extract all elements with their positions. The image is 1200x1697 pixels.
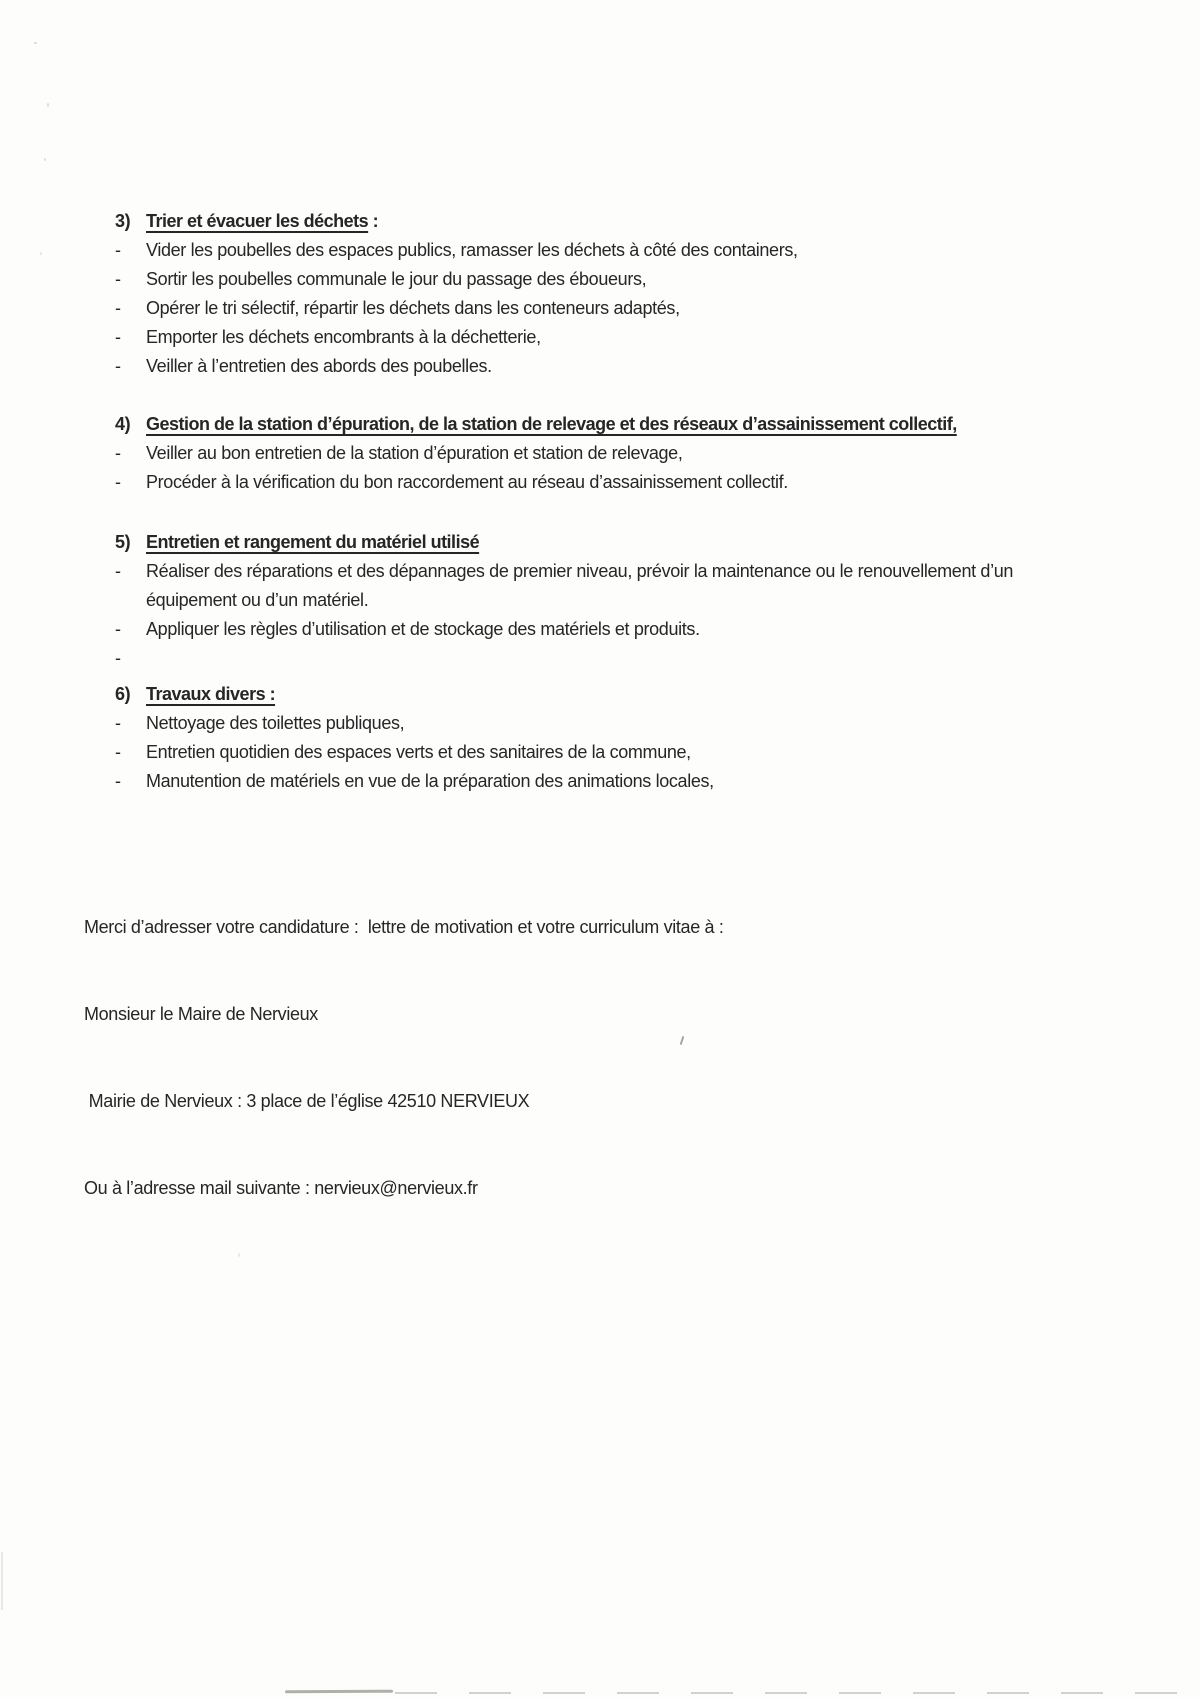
bullet-dash: -	[115, 648, 121, 668]
list-item	[115, 738, 1145, 767]
list-item-text: Nettoyage des toilettes publiques,	[146, 713, 405, 733]
scan-artifact	[238, 1253, 240, 1257]
section-travaux-divers	[115, 680, 1145, 796]
list-item	[115, 323, 1145, 352]
list-item	[115, 352, 1145, 381]
scan-artifact	[47, 103, 49, 107]
bullet-dash: -	[115, 561, 121, 581]
scan-artifact	[1, 1552, 3, 1610]
bullet-dash: -	[115, 443, 121, 463]
list-item-text: Emporter les déchets encombrants à la déchetterie,	[146, 327, 541, 347]
bullet-dash: -	[115, 356, 121, 376]
section-entretien-materiel	[115, 528, 1145, 673]
list-item	[115, 767, 1145, 796]
scan-artifact	[40, 252, 42, 255]
list-item	[115, 439, 1145, 468]
list-item	[115, 265, 1145, 294]
bullet-dash: -	[115, 771, 121, 791]
list-item-text: Entretien quotidien des espaces verts et des sanitaires de la commune,	[146, 742, 691, 762]
list-item-empty	[115, 644, 1145, 673]
section-number: 4)	[115, 414, 131, 434]
job-duties-list	[115, 207, 1145, 796]
bullet-dash: -	[115, 713, 121, 733]
bullet-dash: -	[115, 472, 121, 492]
scan-artifact	[285, 1690, 393, 1694]
section-title: Gestion de la station d’épuration, de la station de relevage et des réseaux d’assainissement collectif,	[146, 414, 957, 434]
section-station-epuration	[115, 410, 1145, 497]
closing-line-recipient: Monsieur le Maire de Nervieux	[84, 1004, 318, 1024]
bullet-dash: -	[115, 742, 121, 762]
list-item-text: Appliquer les règles d’utilisation et de stockage des matériels et produits.	[146, 619, 700, 639]
list-item-text: Procéder à la vérification du bon raccordement au réseau d’assainissement collectif.	[146, 472, 788, 492]
section-title: Trier et évacuer les déchets :	[146, 211, 379, 231]
section-title: Entretien et rangement du matériel utilisé	[146, 532, 480, 552]
section-number: 3)	[115, 211, 131, 231]
bullet-dash: -	[115, 619, 121, 639]
list-item	[115, 557, 1145, 615]
application-instructions	[84, 855, 984, 1261]
list-item	[115, 236, 1145, 265]
section-title-suffix: :	[368, 211, 379, 231]
list-item-text: Vider les poubelles des espaces publics, ramasser les déchets à côté des containers,	[146, 240, 798, 260]
section-heading	[115, 528, 1145, 557]
list-item	[115, 709, 1145, 738]
section-heading	[115, 207, 1145, 236]
list-item-text: Sortir les poubelles communale le jour du passage des éboueurs,	[146, 269, 647, 289]
closing-line-address: Mairie de Nervieux : 3 place de l’église 42510 NERVIEUX	[84, 1091, 530, 1111]
bullet-dash: -	[115, 269, 121, 289]
bullet-dash: -	[115, 327, 121, 347]
section-heading	[115, 680, 1145, 709]
closing-line: Merci d’adresser votre candidature : lettre de motivation et votre curriculum vitae à :	[84, 917, 724, 937]
scan-artifact	[34, 42, 37, 44]
closing-line-email: Ou à l’adresse mail suivante : nervieux@nervieux.fr	[84, 1178, 478, 1198]
list-item	[115, 294, 1145, 323]
list-item-text: Veiller au bon entretien de la station d’épuration et station de relevage,	[146, 443, 683, 463]
list-item-text: Opérer le tri sélectif, répartir les déchets dans les conteneurs adaptés,	[146, 298, 680, 318]
section-trier-dechets	[115, 207, 1145, 381]
list-item-text: Réaliser des réparations et des dépannages de premier niveau, prévoir la maintenance ou le renouvellement d’un équipement ou d’un matériel.	[146, 561, 1014, 610]
bullet-dash: -	[115, 240, 121, 260]
list-item	[115, 615, 1145, 644]
section-heading	[115, 410, 1145, 439]
list-item-text: Manutention de matériels en vue de la préparation des animations locales,	[146, 771, 714, 791]
section-number: 6)	[115, 684, 131, 704]
section-number: 5)	[115, 532, 131, 552]
list-item	[115, 468, 1145, 497]
scan-artifact	[395, 1692, 1195, 1694]
scan-artifact	[44, 158, 46, 161]
list-item-text: Veiller à l’entretien des abords des poubelles.	[146, 356, 492, 376]
section-title: Travaux divers :	[146, 684, 276, 704]
bullet-dash: -	[115, 298, 121, 318]
